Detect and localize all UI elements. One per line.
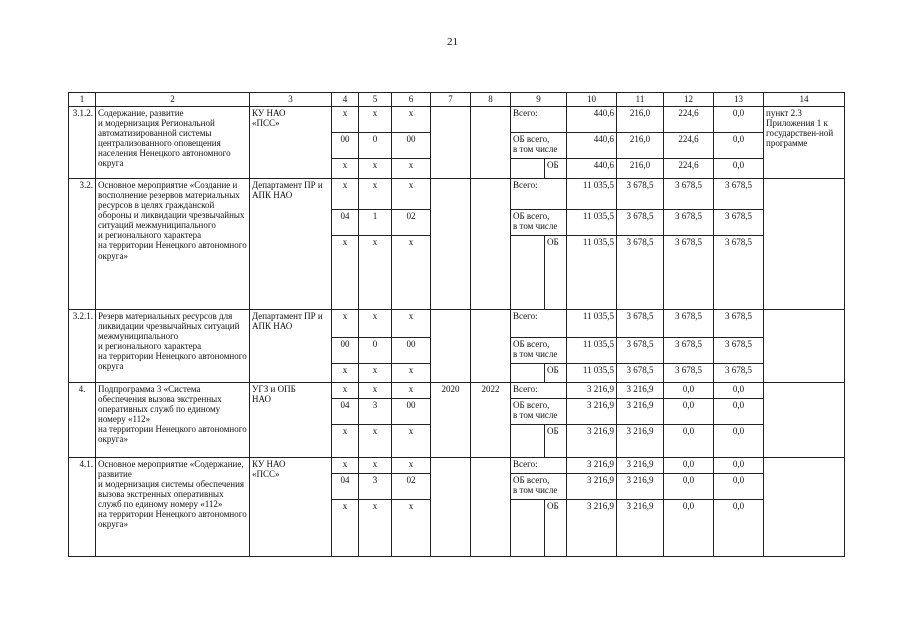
cell-c6: 00 [392,338,431,364]
cell-c12: 0,0 [664,458,714,474]
cell-c11: 3 678,5 [617,364,664,383]
cell-c10: 11 035,5 [567,210,617,236]
cell-c12: 0,0 [664,425,714,458]
cell-c10: 11 035,5 [567,179,617,210]
cell-c13: 0,0 [714,133,764,159]
cell-c13: 0,0 [714,159,764,179]
cell-c4: 00 [332,338,359,364]
item-name: Основное мероприятие «Создание и восполнение резервов материальных ресурсов в целях гражданской обороны и ликвидации чрезвычайных ситуаций межмуниципального и регионального характера на территории Ненецкого автономного округа» [96,179,250,310]
source-ob: ОБ [545,236,567,310]
cell-c11: 216,0 [617,107,664,133]
cell-c5: 1 [359,210,392,236]
header-cell: 12 [664,93,714,107]
header-cell: 9 [511,93,567,107]
source-blank [511,425,545,458]
header-cell: 1 [69,93,96,107]
cell-c11: 3 678,5 [617,179,664,210]
cell-c10: 440,6 [567,159,617,179]
cell-c4: 04 [332,474,359,500]
cell-c5: 0 [359,338,392,364]
header-cell: 5 [359,93,392,107]
header-cell: 10 [567,93,617,107]
cell-c5: х [359,500,392,557]
header-cell: 6 [392,93,431,107]
year-to: 2022 [471,383,511,458]
cell-c11: 3 678,5 [617,310,664,338]
table-row [69,107,845,133]
year-to [471,310,511,383]
cell-c13: 3 678,5 [714,364,764,383]
year-from [431,458,471,557]
cell-c4: х [332,159,359,179]
cell-c4: х [332,236,359,310]
cell-c12: 224,6 [664,159,714,179]
item-number: 4.1. [69,458,96,557]
cell-c13: 0,0 [714,107,764,133]
year-from [431,310,471,383]
source-ob-total: ОБ всего, в том числе [511,338,567,364]
cell-c11: 3 678,5 [617,338,664,364]
item-name: Содержание, развитие и модернизация Региональной автоматизированной системы централизованного оповещения населения Ненецкого автономного округа [96,107,250,179]
cell-c5: х [359,364,392,383]
cell-c6: х [392,383,431,399]
cell-c6: х [392,159,431,179]
year-to [471,179,511,310]
cell-c4: 00 [332,133,359,159]
cell-c11: 3 216,9 [617,458,664,474]
source-total: Всего: [511,458,567,474]
source-ob-total: ОБ всего, в том числе [511,210,567,236]
cell-c10: 3 216,9 [567,458,617,474]
source-blank [511,500,545,557]
table-row [69,310,845,338]
cell-c5: х [359,310,392,338]
cell-c10: 3 216,9 [567,383,617,399]
cell-c13: 0,0 [714,500,764,557]
cell-c13: 0,0 [714,425,764,458]
cell-c10: 3 216,9 [567,500,617,557]
item-note [764,179,845,310]
cell-c4: х [332,458,359,474]
program-table [68,92,845,557]
cell-c13: 3 678,5 [714,338,764,364]
cell-c11: 3 216,9 [617,399,664,425]
item-number: 3.2. [69,179,96,310]
cell-c5: х [359,458,392,474]
cell-c6: 02 [392,474,431,500]
table-row [69,179,845,210]
cell-c4: х [332,425,359,458]
item-note [764,458,845,557]
year-from [431,107,471,179]
cell-c10: 3 216,9 [567,474,617,500]
item-number: 3.1.2. [69,107,96,179]
cell-c12: 3 678,5 [664,364,714,383]
cell-c11: 3 678,5 [617,236,664,310]
source-blank [511,236,545,310]
item-executor: Департамент ПР и АПК НАО [250,310,332,383]
cell-c6: х [392,179,431,210]
cell-c10: 11 035,5 [567,364,617,383]
header-cell: 11 [617,93,664,107]
cell-c13: 0,0 [714,474,764,500]
cell-c10: 11 035,5 [567,338,617,364]
cell-c6: 02 [392,210,431,236]
cell-c12: 3 678,5 [664,179,714,210]
item-executor: КУ НАО «ПСС» [250,107,332,179]
cell-c10: 11 035,5 [567,236,617,310]
cell-c13: 3 678,5 [714,310,764,338]
cell-c4: х [332,107,359,133]
cell-c5: х [359,179,392,210]
cell-c6: 00 [392,133,431,159]
cell-c11: 216,0 [617,159,664,179]
year-from: 2020 [431,383,471,458]
header-cell: 8 [471,93,511,107]
item-name: Подпрограмма 3 «Система обеспечения вызова экстренных оперативных служб по единому номеру «112» на территории Ненецкого автономного округа» [96,383,250,458]
cell-c10: 3 216,9 [567,425,617,458]
header-cell: 4 [332,93,359,107]
cell-c13: 3 678,5 [714,236,764,310]
cell-c12: 3 678,5 [664,310,714,338]
item-executor: КУ НАО «ПСС» [250,458,332,557]
cell-c11: 216,0 [617,133,664,159]
year-to [471,458,511,557]
header-cell: 2 [96,93,250,107]
cell-c12: 3 678,5 [664,210,714,236]
cell-c4: х [332,364,359,383]
item-number: 4. [69,383,96,458]
cell-c6: х [392,310,431,338]
source-total: Всего: [511,179,567,210]
source-blank [511,364,545,383]
cell-c13: 3 678,5 [714,179,764,210]
header-cell: 7 [431,93,471,107]
year-from [431,179,471,310]
cell-c5: 0 [359,133,392,159]
cell-c12: 3 678,5 [664,236,714,310]
cell-c6: х [392,458,431,474]
item-name: Резерв материальных ресурсов для ликвидации чрезвычайных ситуаций межмуниципального и регионального характера на территории Ненецкого автономного округа [96,310,250,383]
cell-c12: 0,0 [664,500,714,557]
source-blank [511,159,545,179]
header-cell: 14 [764,93,845,107]
cell-c6: х [392,500,431,557]
source-ob: ОБ [545,159,567,179]
header-cell: 3 [250,93,332,107]
cell-c5: 3 [359,399,392,425]
source-ob: ОБ [545,500,567,557]
cell-c6: 00 [392,399,431,425]
item-executor: Департамент ПР и АПК НАО [250,179,332,310]
source-total: Всего: [511,310,567,338]
year-to [471,107,511,179]
table-row [69,383,845,399]
source-ob-total: ОБ всего, в том числе [511,133,567,159]
source-ob: ОБ [545,364,567,383]
cell-c4: х [332,383,359,399]
cell-c10: 440,6 [567,107,617,133]
source-total: Всего: [511,383,567,399]
cell-c6: х [392,364,431,383]
cell-c5: 3 [359,474,392,500]
item-note [764,310,845,383]
item-note: пункт 2.3 Приложения 1 к государствен-ной программе [764,107,845,179]
cell-c11: 3 216,9 [617,425,664,458]
cell-c5: х [359,236,392,310]
cell-c4: 04 [332,399,359,425]
cell-c4: х [332,310,359,338]
cell-c13: 3 678,5 [714,210,764,236]
cell-c12: 224,6 [664,107,714,133]
cell-c13: 0,0 [714,399,764,425]
item-note [764,383,845,458]
cell-c5: х [359,383,392,399]
cell-c11: 3 216,9 [617,383,664,399]
source-ob: ОБ [545,425,567,458]
cell-c12: 0,0 [664,399,714,425]
item-number: 3.2.1. [69,310,96,383]
item-executor: УГЗ и ОПБ НАО [250,383,332,458]
item-name: Основное мероприятие «Содержание, развитие и модернизация системы обеспечения вызова экстренных оперативных служб по единому номеру «112» на территории Ненецкого автономного округа» [96,458,250,557]
cell-c12: 0,0 [664,474,714,500]
source-total: Всего: [511,107,567,133]
cell-c5: х [359,107,392,133]
cell-c12: 224,6 [664,133,714,159]
header-row [69,93,845,107]
cell-c11: 3 216,9 [617,474,664,500]
cell-c13: 0,0 [714,383,764,399]
cell-c4: х [332,500,359,557]
cell-c10: 440,6 [567,133,617,159]
cell-c12: 3 678,5 [664,338,714,364]
table-row [69,458,845,474]
cell-c10: 11 035,5 [567,310,617,338]
cell-c6: х [392,425,431,458]
source-ob-total: ОБ всего, в том числе [511,399,567,425]
cell-c13: 0,0 [714,458,764,474]
cell-c10: 3 216,9 [567,399,617,425]
cell-c6: х [392,107,431,133]
header-cell: 13 [714,93,764,107]
cell-c11: 3 678,5 [617,210,664,236]
cell-c12: 0,0 [664,383,714,399]
page-number: 21 [447,36,458,48]
cell-c6: х [392,236,431,310]
cell-c5: х [359,425,392,458]
cell-c4: х [332,179,359,210]
cell-c4: 04 [332,210,359,236]
cell-c11: 3 216,9 [617,500,664,557]
cell-c5: х [359,159,392,179]
source-ob-total: ОБ всего, в том числе [511,474,567,500]
